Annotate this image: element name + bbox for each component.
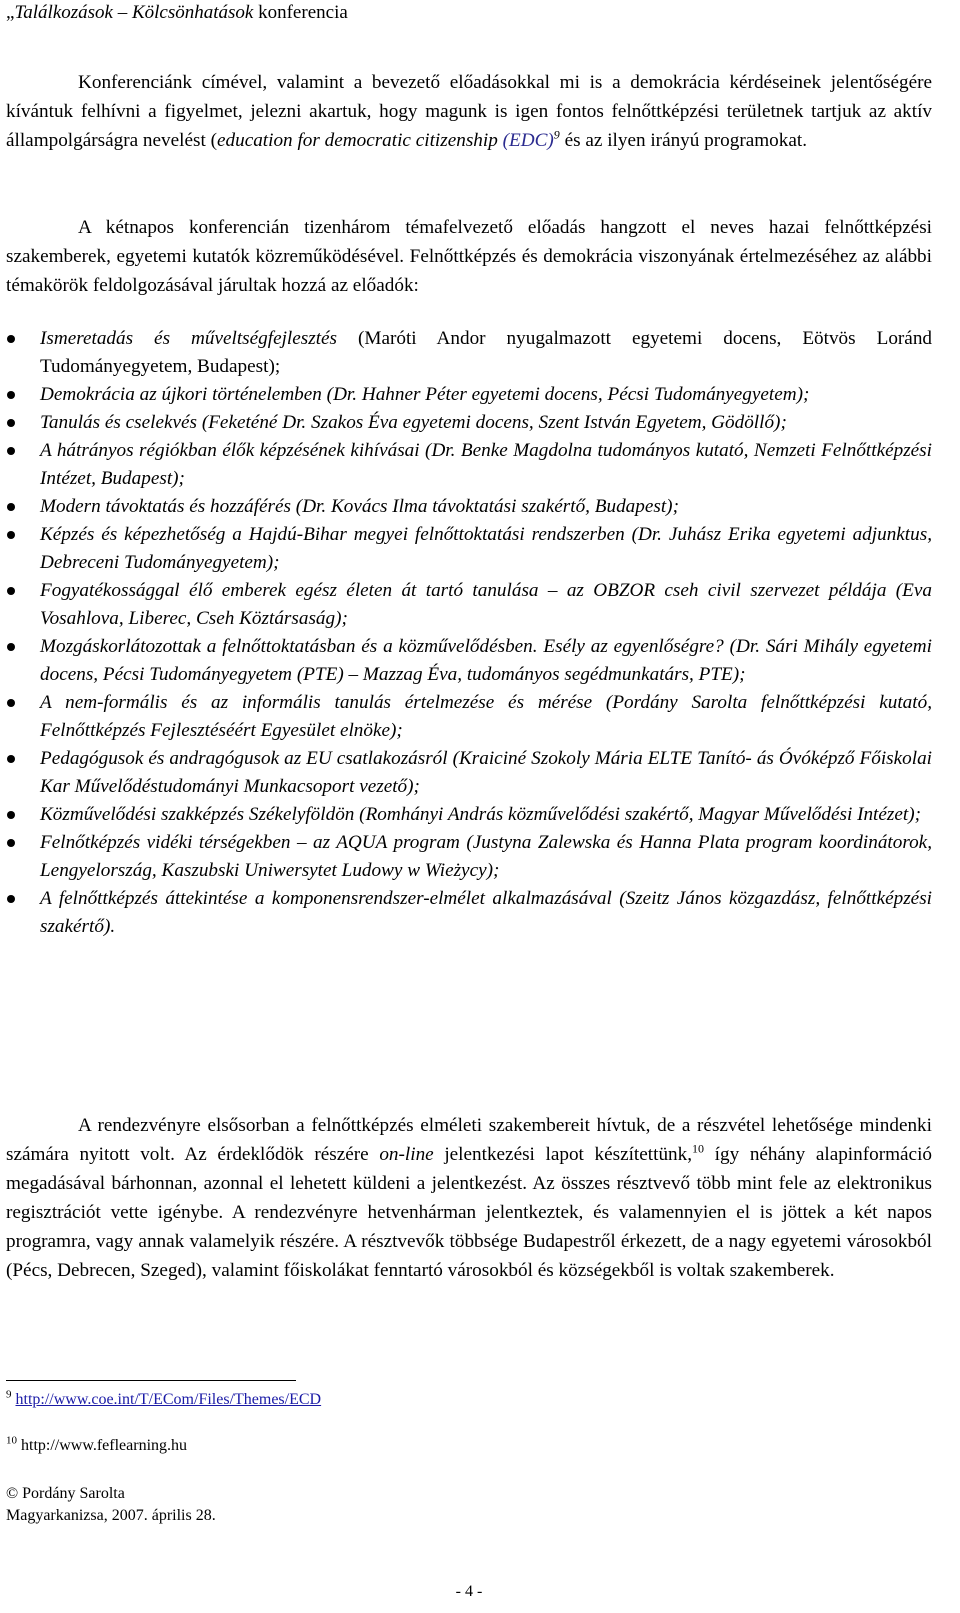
list-item: Modern távoktatás és hozzáférés (Dr. Kovács Ilma távoktatási szakértő, Budapest);: [6, 493, 932, 521]
footnote-link-coe[interactable]: http://www.coe.int/T/ECom/Files/Themes/ECD: [15, 1391, 322, 1408]
footnote-10: [6, 1436, 187, 1456]
paragraph-conference-text: A kétnapos konferencián tizenhárom témafelvezető előadás hangzott el neves hazai felnőttképzési szakemberek, egyetemi kutatók közreműködésével. Felnőttképzés és demokrácia viszonyának értelmezéséhez az alábbi témakörök feldolgozásával járultak hozzá az előadók:: [6, 217, 932, 296]
footnote-number: 9: [6, 1388, 12, 1401]
footnote-url-feflearning: http://www.feflearning.hu: [21, 1437, 188, 1454]
bullet-icon: [7, 755, 15, 763]
footnote-9: [6, 1390, 321, 1410]
edc-abbrev: (EDC): [502, 130, 554, 151]
bullet-icon: [7, 895, 15, 903]
bullet-icon: [7, 419, 15, 427]
document-page: [6, 0, 932, 1613]
list-item: Fogyatékossággal élő emberek egész életen át tartó tanulása – az OBZOR cseh civil szervezet példája (Eva Vosahlova, Liberec, Cseh Köztársaság);: [6, 577, 932, 633]
header-quote: „: [6, 2, 15, 23]
list-item: A felnőttképzés áttekintése a komponensrendszer-elmélet alkalmazásával (Szeitz János közgazdász, felnőttképzési szakértő).: [6, 885, 932, 941]
bullet-icon: [7, 839, 15, 847]
paragraph-intro: [6, 68, 932, 155]
bullet-icon: [7, 391, 15, 399]
footnote-ref-10[interactable]: 10: [692, 1141, 705, 1156]
list-item: A nem-formális és az informális tanulás értelmezése és mérése (Pordány Sarolta felnőttképzési kutató, Felnőttképzés Fejlesztéséért Egyesület elnöke);: [6, 689, 932, 745]
list-item: Pedagógusok és andragógusok az EU csatlakozásról (Kraiciné Szokoly Mária ELTE Tanító- ás Óvóképző Főiskolai Kar Művelődéstudományi Munkacsoport vezető);: [6, 745, 932, 801]
page-number: - 4 -: [455, 1583, 483, 1600]
bullet-icon: [7, 503, 15, 511]
paragraph-intro-text: Konferenciánk címével, valamint a bevezető előadásokkal mi is a demokrácia kérdéseinek jelentőségére kívántuk felhívni a figyelmet, jelezni akartuk, hogy magunk is igen fontos felnőttképzési területnek tartjuk az aktív állampolgárságra nevelést (: [6, 72, 932, 151]
paragraph-conference: [6, 213, 932, 300]
list-item: Ismeretadás és műveltségfejlesztés (Maróti Andor nyugalmazott egyetemi docens, Eötvös Loránd Tudományegyetem, Budapest);: [6, 325, 932, 381]
bullet-icon: [7, 447, 15, 455]
paragraph-registration: A rendezvényre elsősorban a felnőttképzés elméleti szakembereit hívtuk, de a részvétel lehetősége mindenki számára nyitott volt. Az érdeklődök részére on-line jelentkezési lapot készítettünk,$^{10}$ így néhány alapinformáció megadásával bárhonnan, azonnal el lehetett küldeni a jelentkezést. Az összes résztvevő több mint fele az elektronikus regisztrációt vette igénybe. A rendezvényre hetvenhárman jelentkeztek, és valamennyien el is jöttek a két napos programra, vagy annak valamelyik részére. A résztvevők többsége Budapestről érkezett, de a nagy egyetemi városokból (Pécs, Debrecen, Szeged), valamint főiskolákat fenntartó városokból és községekből is voltak szakemberek.: [6, 1115, 932, 1281]
footnote-divider: [6, 1380, 296, 1381]
bullet-icon: [7, 587, 15, 595]
paragraph-intro-italic: education for democratic citizenship: [216, 130, 503, 151]
footnote-number: 10: [6, 1434, 17, 1447]
bullet-icon: [7, 699, 15, 707]
list-item: Tanulás és cselekvés (Feketéné Dr. Szakos Éva egyetemi docens, Szent István Egyetem, Gödöllő);: [6, 409, 932, 437]
topic-list: [6, 325, 932, 941]
bullet-icon: [7, 531, 15, 539]
running-header: [6, 0, 348, 26]
bullet-icon: [7, 811, 15, 819]
author-copyright: © Pordány Sarolta: [6, 1485, 125, 1502]
list-item: Közművelődési szakképzés Székelyföldön (Romhányi András közművelődési szakértő, Magyar Művelődési Intézet);: [6, 801, 932, 829]
place-date: Magyarkanizsa, 2007. április 28.: [6, 1507, 216, 1524]
list-item: A hátrányos régiókban élők képzésének kihívásai (Dr. Benke Magdolna tudományos kutató, Nemzeti Felnőttképzési Intézet, Budapest);: [6, 437, 932, 493]
list-item: Mozgáskorlátozottak a felnőttoktatásban és a közművelődésben. Esély az egyenlőségre? (Dr. Sári Mihály egyetemi docens, Pécsi Tudományegyetem (PTE) – Mazzag Éva, tudományos segédmunkatárs, PTE);: [6, 633, 932, 689]
list-item: Felnőtképzés vidéki térségekben – az AQUA program (Justyna Zalewska és Hanna Plata program koordinátorok, Lengyelország, Kaszubski Uniwersytet Ludowy w Wieżycy);: [6, 829, 932, 885]
footnote-ref-9[interactable]: 9: [553, 127, 560, 142]
online-term: on-line: [379, 1144, 434, 1165]
list-item: Demokrácia az újkori történelemben (Dr. Hahner Péter egyetemi docens, Pécsi Tudományegyetem);: [6, 381, 932, 409]
list-item: Képzés és képezhetőség a Hajdú-Bihar megyei felnőttoktatási rendszerben (Dr. Juhász Erika egyetemi adjunktus, Debreceni Tudományegyetem);: [6, 521, 932, 577]
bullet-icon: [7, 335, 15, 343]
header-title-tail: konferencia: [253, 2, 348, 23]
bullet-icon: [7, 643, 15, 651]
header-title-italic: Találkozások – Kölcsönhatások: [14, 2, 254, 23]
signature-block: [6, 1483, 216, 1527]
paragraph-intro-tail: és az ilyen irányú programokat.: [559, 130, 807, 151]
